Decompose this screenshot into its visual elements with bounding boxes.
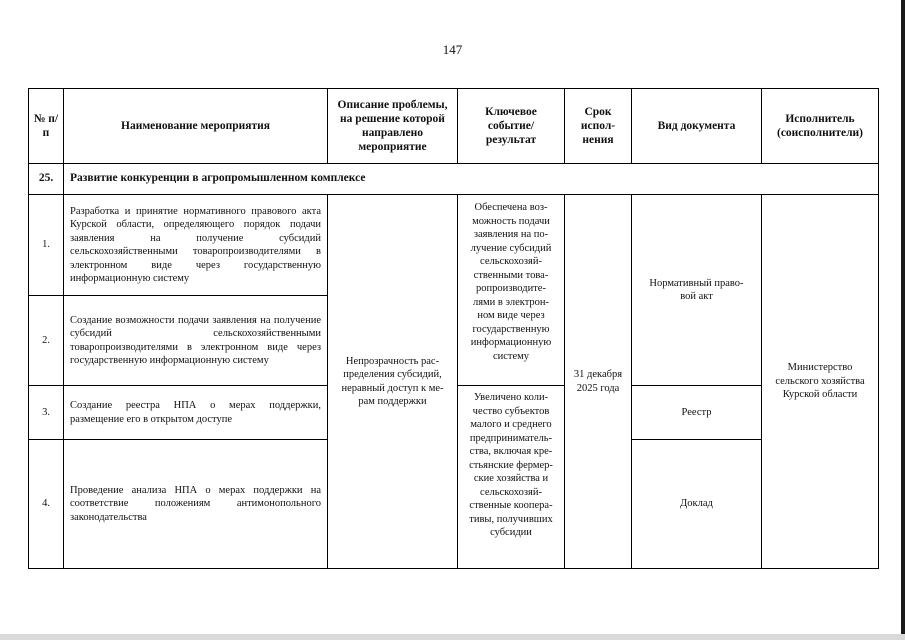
doc-type-2: Реестр — [681, 406, 712, 418]
problem-description: Непрозрачность рас- пределения субсидий, неравный доступ к ме- рам поддержки — [341, 355, 444, 407]
section-num: 25. — [38, 172, 54, 185]
header-doc: Вид документа — [657, 120, 736, 132]
term: 31 декабря 2025 года — [573, 369, 623, 394]
event-result-2: Увеличено коли- чество субъектов малого и среднего предприниматель- ства, включая кре- стьянские фермер- ские хозяйства и сельскохозяй- ственные коопера- тивы, получивших субсидии — [469, 392, 553, 538]
header-term: Срок испол- нения — [580, 106, 616, 146]
executor: Министерство сельского хозяйства Курской области — [775, 362, 865, 401]
section-title: Развитие конкуренции в агропромышленном комплексе — [70, 172, 366, 185]
row-3-name: Создание реестра НПА о мерах поддержки, размещение его в открытом доступе — [70, 400, 321, 425]
header-name: Наименование мероприятия — [121, 120, 270, 132]
event-result-1: Обеспечена воз- можность подачи заявления на по- лучение субсидий сельскохозяй- ственными това- ропроизводите- лями в электрон- ном виде через государственную информационную систему — [470, 202, 552, 362]
row-2-num: 2. — [42, 334, 50, 346]
row-divider — [457, 385, 564, 386]
doc-type-3: Доклад — [680, 498, 713, 510]
measures-table — [28, 88, 879, 569]
header-num: № п/п — [33, 113, 59, 139]
header-event: Ключевое событие/ результат — [485, 106, 537, 146]
row-2-name: Создание возможности подачи заявления на получение субсидий сельскохозяйственными товаропроизводителями в электронном виде через государственную информационную систему — [70, 314, 321, 366]
row-1-num: 1. — [42, 239, 50, 251]
row-4-name: Проведение анализа НПА о мерах поддержки на соответствие положениям антимонопольного законодательства — [70, 484, 321, 523]
row-4-num: 4. — [42, 498, 50, 510]
page-number: 147 — [442, 42, 463, 57]
row-3-num: 3. — [42, 406, 50, 418]
scan-edge-bottom — [0, 634, 905, 640]
header-executor: Исполнитель (соисполнители) — [776, 113, 863, 139]
scan-edge-right — [901, 0, 905, 640]
row-1-name: Разработка и принятие нормативного правового акта Курской области, определяющего порядок подачи заявления на получение субсидий сельскохозяйственными товаропроизводителями в электронном виде через государственную информационную систему — [70, 205, 321, 284]
doc-type-1: Нормативный право- вой акт — [649, 277, 744, 302]
header-problem: Описание проблемы, на решение которой направлено мероприятие — [337, 99, 448, 153]
